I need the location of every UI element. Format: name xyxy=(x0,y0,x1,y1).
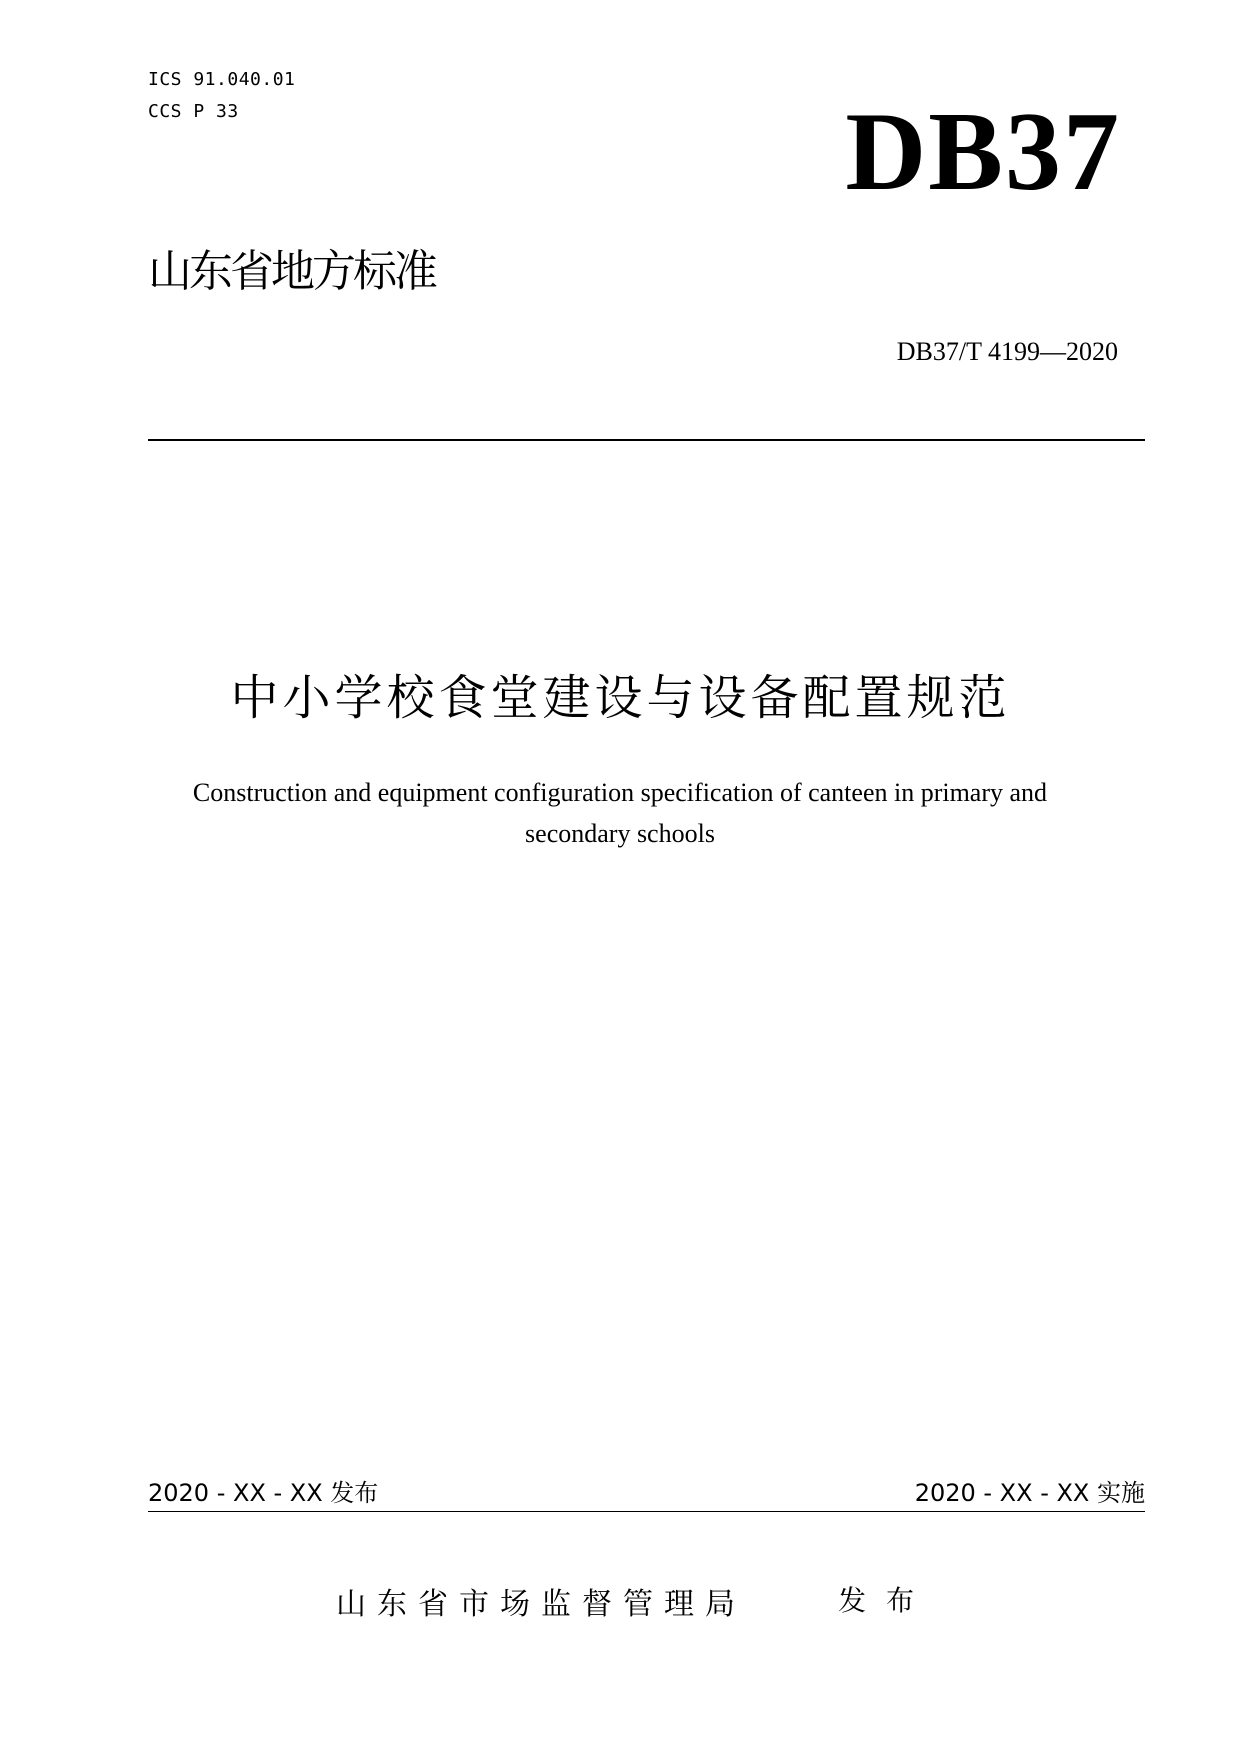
standard-number: DB37/T 4199—2020 xyxy=(896,337,1118,366)
standard-type: 山东省地方标准 xyxy=(148,246,435,297)
classification-codes xyxy=(148,64,295,128)
title-chinese: 中小学校食堂建设与设备配置规范 xyxy=(230,670,1011,726)
title-english xyxy=(120,772,1120,854)
title-english-line-2: secondary schools xyxy=(525,819,715,848)
title-english-line-1: Construction and equipment configuration specification of canteen in primary and xyxy=(192,778,1048,807)
bottom-divider xyxy=(148,1511,1145,1512)
issuing-authority: 山东省市场监督管理局 xyxy=(336,1587,746,1622)
db-logo: DB37 xyxy=(845,90,1121,214)
ccs-code: CCS P 33 xyxy=(148,101,239,122)
publish-label: 发布 xyxy=(838,1584,935,1617)
implementation-date: 2020 - XX - XX 实施 xyxy=(914,1479,1145,1507)
issue-date: 2020 - XX - XX 发布 xyxy=(148,1479,379,1507)
top-divider xyxy=(148,439,1145,441)
ics-code: ICS 91.040.01 xyxy=(148,69,296,90)
